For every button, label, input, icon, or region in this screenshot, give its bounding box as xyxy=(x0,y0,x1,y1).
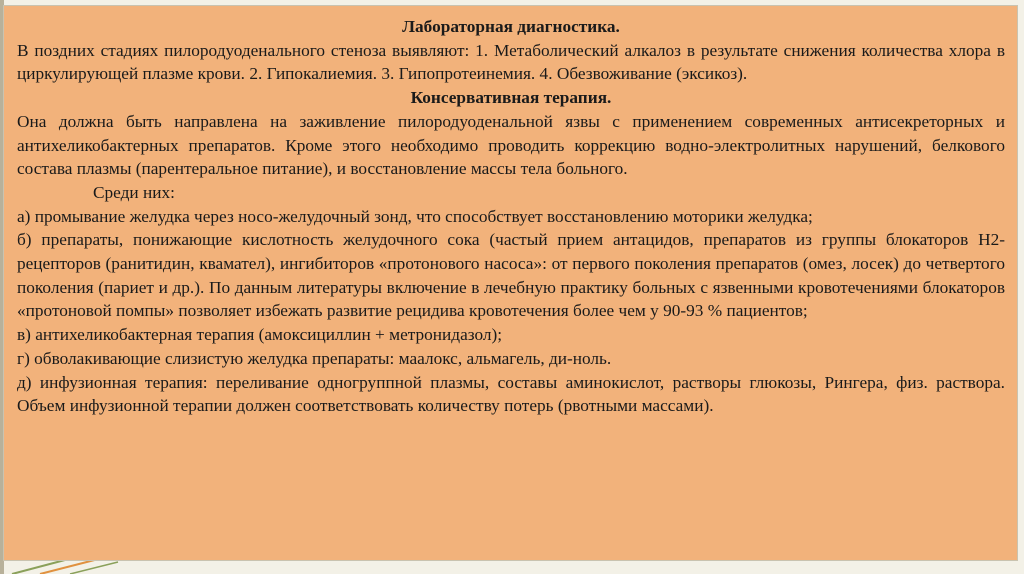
lab-diagnostics-text: В поздних стадиях пилородуоденального стеноза выявляют: 1. Метаболический алкалоз в результате снижения количества хлора в циркулирующей плазме крови. 2. Гипокалиемия. 3. Гипопротеинемия. 4. Обезвоживание (эксикоз). xyxy=(17,40,1005,84)
conservative-therapy-heading: Консервативная терапия. xyxy=(410,88,612,108)
lab-diagnostics-heading: Лабораторная диагностика. xyxy=(402,17,620,36)
list-item: д) инфузионная терапия: переливание одногруппной плазмы, составы аминокислот, растворы глюкозы, Рингера, физ. раствора. Объем инфузионной терапии должен соответствовать количеству потерь (рвотными массами). xyxy=(17,372,1005,416)
slide-text-box xyxy=(3,5,1018,561)
conservative-therapy-text: Она должна быть направлена на заживление пилородуоденальной язвы с применением современных антисекреторных и антихеликобактерных препаратов. Кроме этого необходимо проводить коррекцию водно-электролитных нарушений, белкового состава плазмы (парентеральное питание), и восстановление массы тела больного. xyxy=(17,111,1005,179)
list-item: б) препараты, понижающие кислотность желудочного сока (частый прием антацидов, препаратов из группы блокаторов Н2-рецепторов (ранитидин, квамател), ингибиторов «протонового насоса»: от первого поколения препаратов (омез, лосек) до четвертого поколения (париет и др.). По данным литературы включение в лечебную практику больных с язвенными кровотечениями блокаторов «протоновой помпы» позволяет избежать развитие рецидива кровотечения более чем у 90-93 % пациентов; xyxy=(17,230,1005,321)
among-them-label: Среди них: xyxy=(93,182,175,202)
list-item: а) промывание желудка через носо-желудочный зонд, что способствует восстановлению моторики желудка; xyxy=(17,206,813,226)
list-item: г) обволакивающие слизистую желудка препараты: маалокс, альмагель, ди-ноль. xyxy=(17,348,612,368)
list-item: в) антихеликобактерная терапия (амоксициллин + метронидазол); xyxy=(17,325,503,345)
